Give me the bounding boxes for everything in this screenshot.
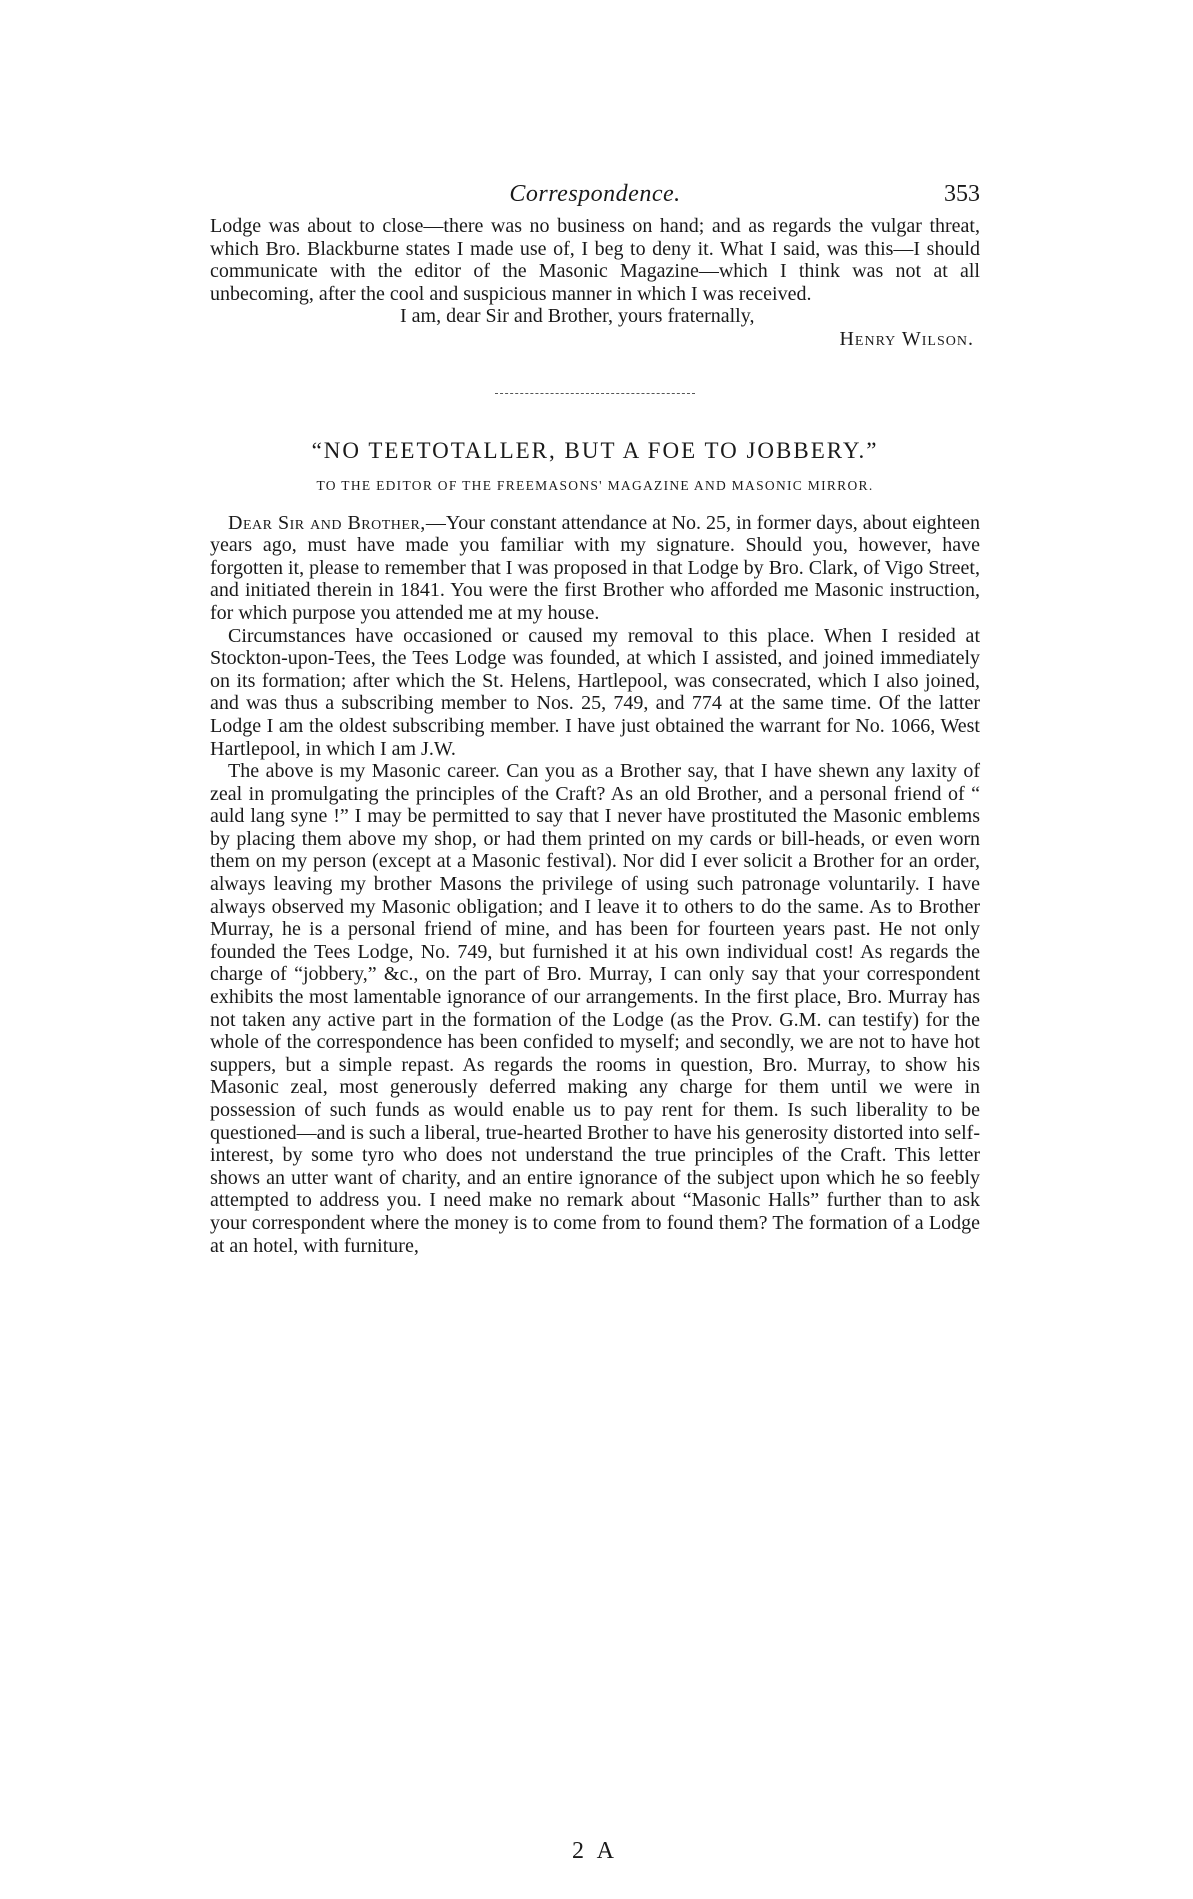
prior-letter-paragraph: Lodge was about to close—there was no business on hand; and as regards the vulgar threat, which Bro. Blackburne states I made use of, I beg to deny it. What I said, was this—I should communicate with the editor of the Masonic Magazine—which I think was not at all unbecoming, after the cool and suspicious manner in which I was received.	[210, 215, 980, 305]
letter-paragraph-text: —Your constant attendance at No. 25, in former days, about eighteen years ago, must have made you familiar with my signature. Should you, however, have forgotten it, please to remember that I was proposed in that Lodge by Bro. Clark, of Vigo Street, and initiated therein in 1841. You were the first Brother who afforded me Masonic instruction, for which purpose you attended me at my house.	[210, 511, 980, 624]
running-title: Correspondence.	[509, 181, 681, 207]
letter-paragraph: Circumstances have occasioned or caused my removal to this place. When I resided at Stockton-upon-Tees, the Tees Lodge was founded, at which I assisted, and joined immediately on its formation; after which the St. Helens, Hartlepool, was consecrated, which I also joined, and was thus a subscribing member to Nos. 25, 749, and 774 at the same time. Of the latter Lodge I am the oldest subscribing member. I have just obtained the warrant for No. 1066, West Hartlepool, in which I am J.W.	[210, 624, 980, 760]
section-separator	[495, 393, 695, 394]
letter-paragraph: The above is my Masonic career. Can you as a Brother say, that I have shewn any laxity of zeal in promulgating the principles of the Craft? As an old Brother, and a personal friend of “ auld lang syne !” I may be permitted to say that I never have prostituted the Masonic emblems by placing them above my shop, or had them printed on my cards or bill-heads, or even worn them on my person (except at a Masonic festival). Nor did I ever solicit a Brother for an order, always leaving my brother Masons the privilege of using such patronage voluntarily. I have always observed my Masonic obligation; and I leave it to others to do the same. As to Brother Murray, he is a personal friend of mine, and has been for fourteen years past. He not only founded the Tees Lodge, No. 749, but furnished it at his own individual cost! As regards the charge of “jobbery,” &c., on the part of Bro. Murray, I can only say that your correspondent exhibits the most lamentable ignorance of our arrangements. In the first place, Bro. Murray has not taken any active part in the formation of the Lodge (as the Prov. G.M. can testify) for the whole of the correspondence has been confided to myself; and secondly, we are not to have hot suppers, but a simple repast. As regards the rooms in question, Bro. Murray, to show his Masonic zeal, most generously deferred making any charge for them until we were in possession of such funds as would enable us to pay rent for them. Is such liberality to be questioned—and is such a liberal, true-hearted Brother to have his generosity distorted into self-interest, by some tyro who does not understand the true principles of the Craft. This letter shows an utter want of charity, and an entire ignorance of the subject upon which he so feebly attempted to address you. I need make no remark about “Masonic Halls” further than to ask your correspondent where the money is to come from to found them? The formation of a Lodge at an hotel, with furniture,	[210, 760, 980, 1257]
salutation: Dear Sir and Brother,	[228, 511, 426, 534]
signature-mark: 2 A	[571, 1838, 618, 1864]
letter-body	[210, 512, 980, 1258]
letter-closing: I am, dear Sir and Brother, yours fraternally,	[400, 305, 755, 328]
letter-paragraph	[210, 512, 980, 625]
prior-letter	[210, 215, 980, 305]
letter-signature: Henry Wilson.	[839, 327, 974, 350]
running-head	[210, 175, 980, 215]
page-number: 353	[944, 181, 980, 207]
page	[210, 175, 980, 1865]
article-addressee: TO THE EDITOR OF THE FREEMASONS' MAGAZINE AND MASONIC MIRROR.	[316, 477, 874, 493]
article-title: “NO TEETOTALLER, BUT A FOE TO JOBBERY.”	[311, 437, 879, 463]
